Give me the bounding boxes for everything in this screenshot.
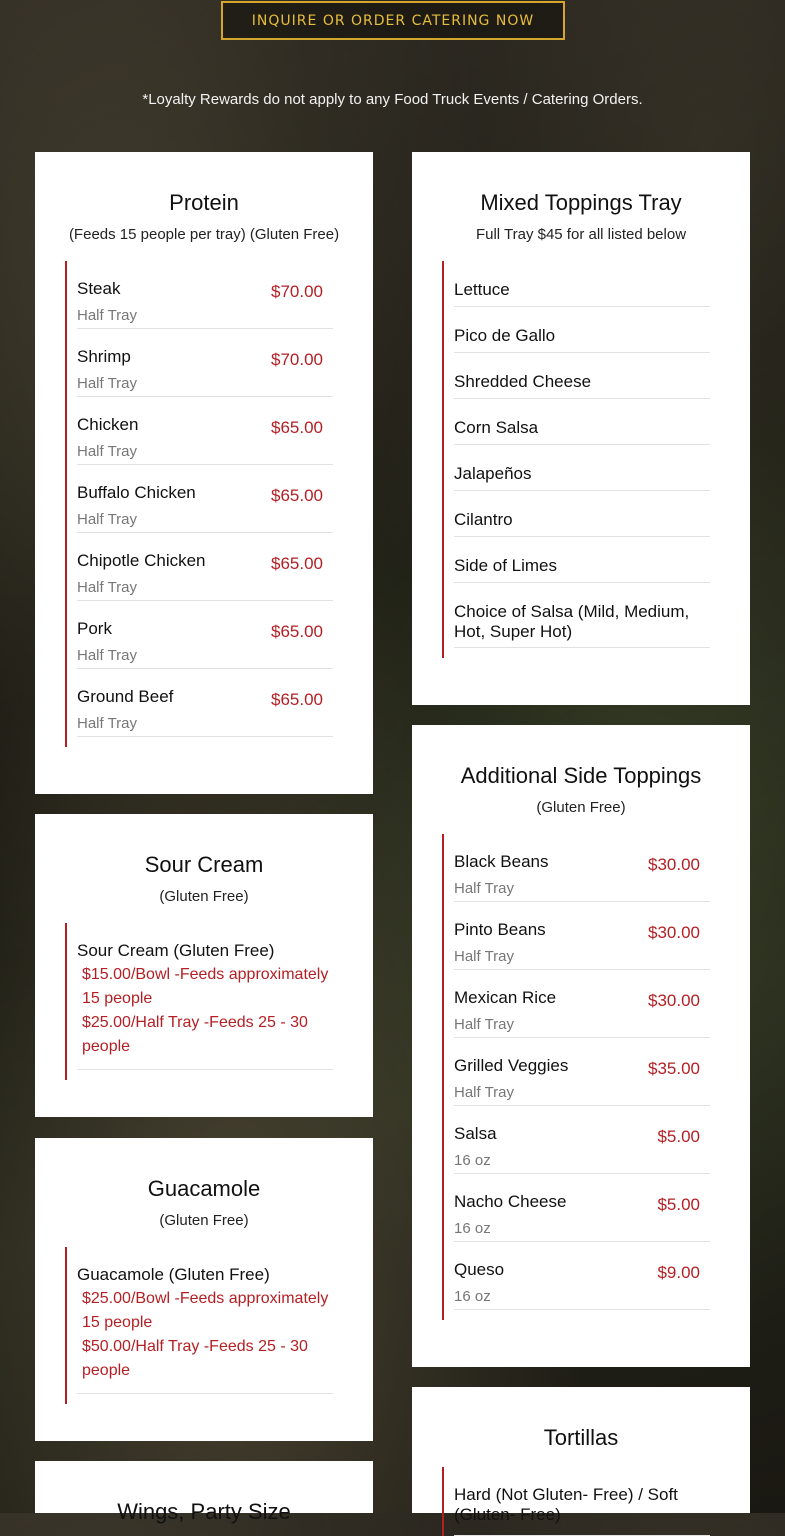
protein-subtitle: (Feeds 15 people per tray) (Gluten Free) — [68, 226, 340, 243]
item-name: Cilantro — [454, 510, 513, 529]
item-price: $65.00 — [271, 418, 323, 437]
protein-title: Protein — [169, 190, 239, 215]
menu-item — [77, 397, 333, 465]
list-item — [454, 353, 710, 399]
item-name: Choice of Salsa (Mild, Medium, Hot, Super Hot) — [454, 602, 690, 641]
item-desc: 16 oz — [454, 1220, 491, 1237]
note-line: $25.00/Half Tray -Feeds 25 - 30 people — [82, 1014, 308, 1055]
item-name: Chipotle Chicken — [77, 551, 206, 570]
sour-cream-card — [35, 814, 373, 1117]
item-price: $65.00 — [271, 622, 323, 641]
menu-item — [77, 601, 333, 669]
note-line: $25.00/Bowl -Feeds approximately 15 people — [82, 1290, 329, 1331]
item-name: Lettuce — [454, 280, 510, 299]
item-price: $30.00 — [648, 991, 700, 1010]
item-desc: 16 oz — [454, 1152, 491, 1169]
menu-item — [454, 902, 710, 970]
item-name: Pico de Gallo — [454, 326, 556, 345]
menu-item — [454, 1106, 710, 1174]
item-price: $65.00 — [271, 554, 323, 573]
wings-title: Wings, Party Size — [117, 1499, 291, 1524]
item-name: Grilled Veggies — [454, 1056, 569, 1075]
item-name: Salsa — [454, 1124, 497, 1143]
item-desc: Half Tray — [77, 443, 138, 460]
note-line: $15.00/Bowl -Feeds approximately 15 people — [82, 966, 329, 1007]
item-notes — [77, 963, 333, 1059]
menu-item — [77, 329, 333, 397]
tortillas-list — [442, 1467, 710, 1536]
list-item — [454, 307, 710, 353]
item-name: Queso — [454, 1260, 505, 1279]
sides-card — [412, 725, 750, 1367]
protein-card — [35, 152, 373, 794]
item-desc: Half Tray — [77, 715, 138, 732]
item-desc: Half Tray — [77, 647, 138, 664]
menu-item — [77, 669, 333, 737]
item-desc: Half Tray — [77, 307, 138, 324]
sides-subtitle: (Gluten Free) — [536, 799, 626, 816]
sour-cream-list — [65, 923, 333, 1080]
list-item — [77, 923, 333, 1070]
list-item — [454, 399, 710, 445]
item-desc: 16 oz — [454, 1288, 491, 1305]
toppings-title: Mixed Toppings Tray — [480, 190, 682, 215]
item-name: Shredded Cheese — [454, 372, 592, 391]
item-price: $9.00 — [657, 1263, 700, 1282]
item-name: Side of Limes — [454, 556, 557, 575]
item-desc: Half Tray — [454, 948, 515, 965]
item-name: Buffalo Chicken — [77, 483, 196, 502]
item-name: Hard (Not Gluten- Free) / Soft (Gluten- Free) — [454, 1485, 678, 1524]
sour-cream-title: Sour Cream — [144, 852, 264, 877]
item-name: Guacamole (Gluten Free) — [77, 1265, 270, 1284]
item-price: $65.00 — [271, 690, 323, 709]
tortillas-card — [412, 1387, 750, 1524]
item-name: Corn Salsa — [454, 418, 539, 437]
item-notes — [77, 1287, 333, 1383]
item-name: Pinto Beans — [454, 920, 546, 939]
list-item — [77, 1247, 333, 1394]
item-desc: Half Tray — [454, 880, 515, 897]
toppings-card — [412, 152, 750, 705]
item-price: $70.00 — [271, 282, 323, 301]
item-price: $5.00 — [657, 1127, 700, 1146]
guacamole-list — [65, 1247, 333, 1404]
note-line: $50.00/Half Tray -Feeds 25 - 30 people — [82, 1338, 308, 1379]
sides-title: Additional Side Toppings — [460, 763, 702, 788]
item-name: Black Beans — [454, 852, 549, 871]
toppings-subtitle: Full Tray $45 for all listed below — [475, 226, 687, 243]
item-desc: Half Tray — [77, 375, 138, 392]
guacamole-subtitle: (Gluten Free) — [159, 1212, 249, 1229]
item-desc: Half Tray — [77, 511, 138, 528]
item-name: Shrimp — [77, 347, 131, 366]
tortillas-title: Tortillas — [543, 1425, 619, 1450]
menu-item — [454, 1242, 710, 1310]
item-price: $30.00 — [648, 923, 700, 942]
menu-item — [77, 261, 333, 329]
item-name: Nacho Cheese — [454, 1192, 567, 1211]
menu-item — [454, 1038, 710, 1106]
item-price: $30.00 — [648, 855, 700, 874]
item-name: Jalapeños — [454, 464, 532, 483]
toppings-list — [442, 261, 710, 658]
wings-card — [35, 1461, 373, 1524]
menu-item — [77, 465, 333, 533]
list-item — [454, 537, 710, 583]
item-desc: Half Tray — [454, 1084, 515, 1101]
item-price: $35.00 — [648, 1059, 700, 1078]
list-item — [454, 583, 710, 648]
protein-list — [65, 261, 333, 747]
item-name: Ground Beef — [77, 687, 174, 706]
menu-item — [454, 1174, 710, 1242]
list-item — [454, 445, 710, 491]
menu-item — [454, 970, 710, 1038]
guacamole-card — [35, 1138, 373, 1441]
guacamole-title: Guacamole — [147, 1176, 261, 1201]
list-item — [454, 261, 710, 307]
item-price: $5.00 — [657, 1195, 700, 1214]
loyalty-notice: *Loyalty Rewards do not apply to any Food Truck Events / Catering Orders. — [142, 91, 643, 108]
list-item — [454, 491, 710, 537]
item-price: $70.00 — [271, 350, 323, 369]
list-item — [454, 1467, 710, 1536]
sour-cream-subtitle: (Gluten Free) — [159, 888, 249, 905]
sides-list — [442, 834, 710, 1320]
item-price: $65.00 — [271, 486, 323, 505]
item-desc: Half Tray — [454, 1016, 515, 1033]
item-name: Chicken — [77, 415, 139, 434]
item-name: Mexican Rice — [454, 988, 557, 1007]
item-name: Sour Cream (Gluten Free) — [77, 941, 275, 960]
item-desc: Half Tray — [77, 579, 138, 596]
menu-item — [77, 533, 333, 601]
item-name: Steak — [77, 279, 121, 298]
catering-order-button[interactable]: INQUIRE OR ORDER CATERING NOW — [221, 1, 565, 40]
menu-item — [454, 834, 710, 902]
item-name: Pork — [77, 619, 112, 638]
